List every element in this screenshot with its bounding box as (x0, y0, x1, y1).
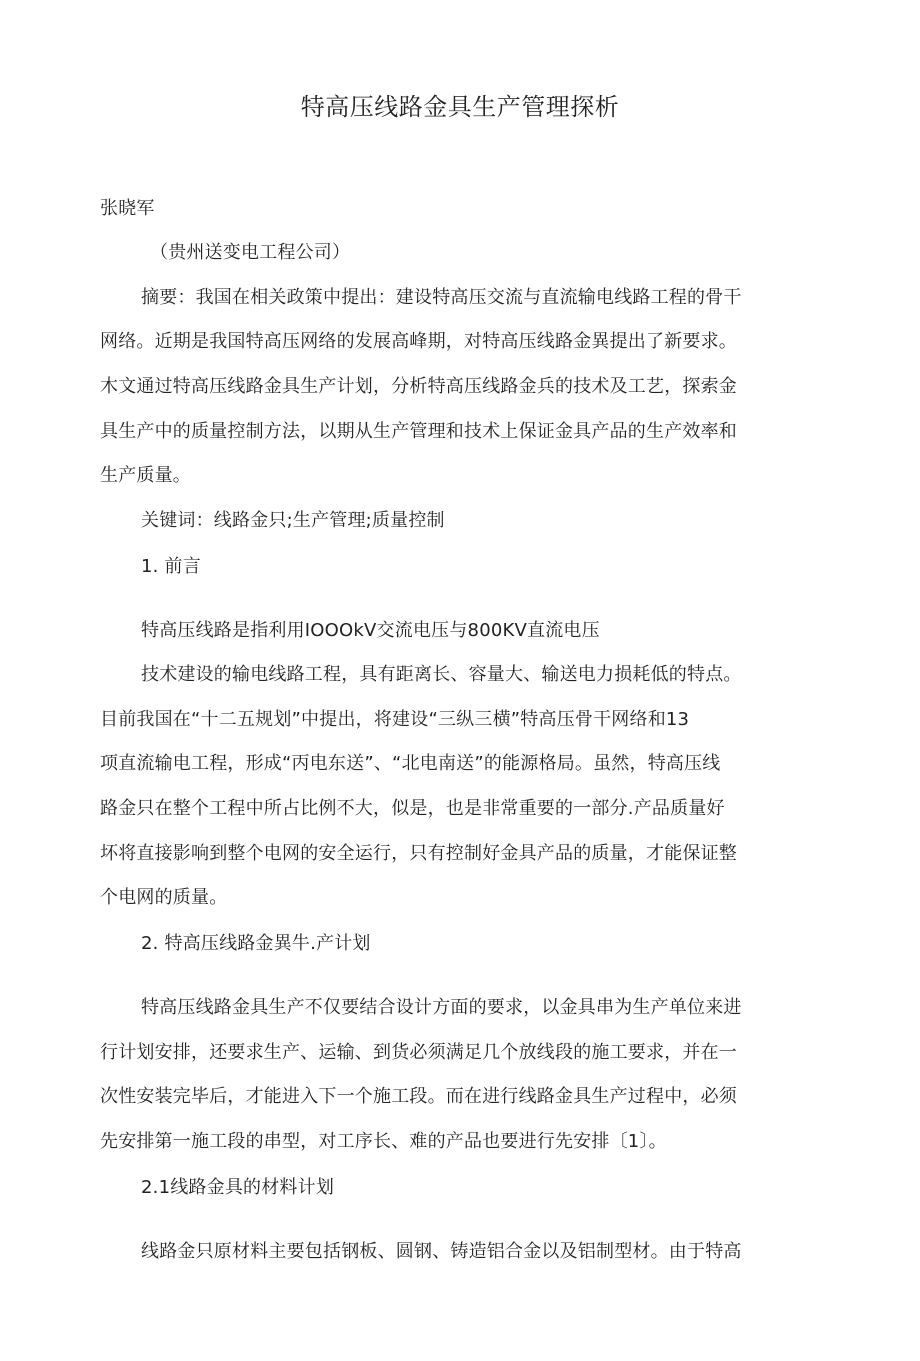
section-heading: 2. 特高压线路金異牛.产计划 (141, 933, 371, 954)
section-heading: 1. 前言 (141, 556, 201, 577)
body-line: 行计划安排，还要求生产、运输、到货必须满足几个放线段的施工要求，并在一 (100, 1042, 737, 1063)
body-line: 次性安装完毕后，才能进入下一个施工段。而在进行线路金具生产过程中，必须 (100, 1086, 737, 1107)
body-line: 特高压线路金具生产不仅要结合设计方面的要求，以金具串为生产单位来进 (141, 997, 742, 1018)
body-line: 特高压线路是指利用IOOOkV交流电压与800KV直流电压 (141, 620, 600, 641)
abstract-line: 摘要：我国在相关政策中提出：建设特高压交流与直流输电线路工程的骨干 (141, 287, 742, 308)
abstract-line: 具生产中的质量控制方法，以期从生产管理和技术上保证金具产品的生产效率和 (100, 421, 737, 442)
body-line: 先安排第一施工段的串型，对工序长、难的产品也要进行先安排〔1〕。 (100, 1131, 667, 1152)
body-line: 个电网的质量。 (100, 887, 228, 908)
body-line: 技术建设的输电线路工程，具有距离长、容量大、输送电力损耗低的特点。 (141, 664, 742, 685)
keywords: 关键词：线路金只;生产管理;质量控制 (141, 510, 445, 531)
abstract-line: 木文通过特高压线路金具生产计划，分析特高压线路金兵的技术及工艺，探索金 (100, 376, 737, 397)
body-line: 路金只在整个工程中所占比例不大，似是，也是非常重要的一部分.产品质量好 (100, 798, 725, 819)
abstract-line: 网络。近期是我国特高压网络的发展高峰期，对特高压线路金異提出了新要求。 (100, 331, 737, 352)
body-line: 项直流输电工程，形成“丙电东送”、“北电南送”的能源格局。虽然，特高压线 (100, 753, 721, 774)
abstract-line: 生产质量。 (100, 465, 191, 486)
body-line: 坏将直接影响到整个电网的安全运行，只有控制好金具产品的质量，才能保证整 (100, 843, 737, 864)
subsection-heading: 2.1线路金具的材料计划 (141, 1177, 335, 1198)
author-affiliation: （贵州送变电工程公司） (150, 242, 351, 263)
body-line: 目前我国在“十二五规划”中提出，将建设“三纵三横”特高压骨干网络和13 (100, 709, 690, 730)
author-name: 张晓军 (100, 198, 155, 219)
document-title: 特高压线路金具生产管理探析 (300, 93, 620, 121)
body-line: 线路金只原材料主要包括钢板、圆钢、铸造铝合金以及铝制型材。由于特高 (141, 1241, 742, 1262)
